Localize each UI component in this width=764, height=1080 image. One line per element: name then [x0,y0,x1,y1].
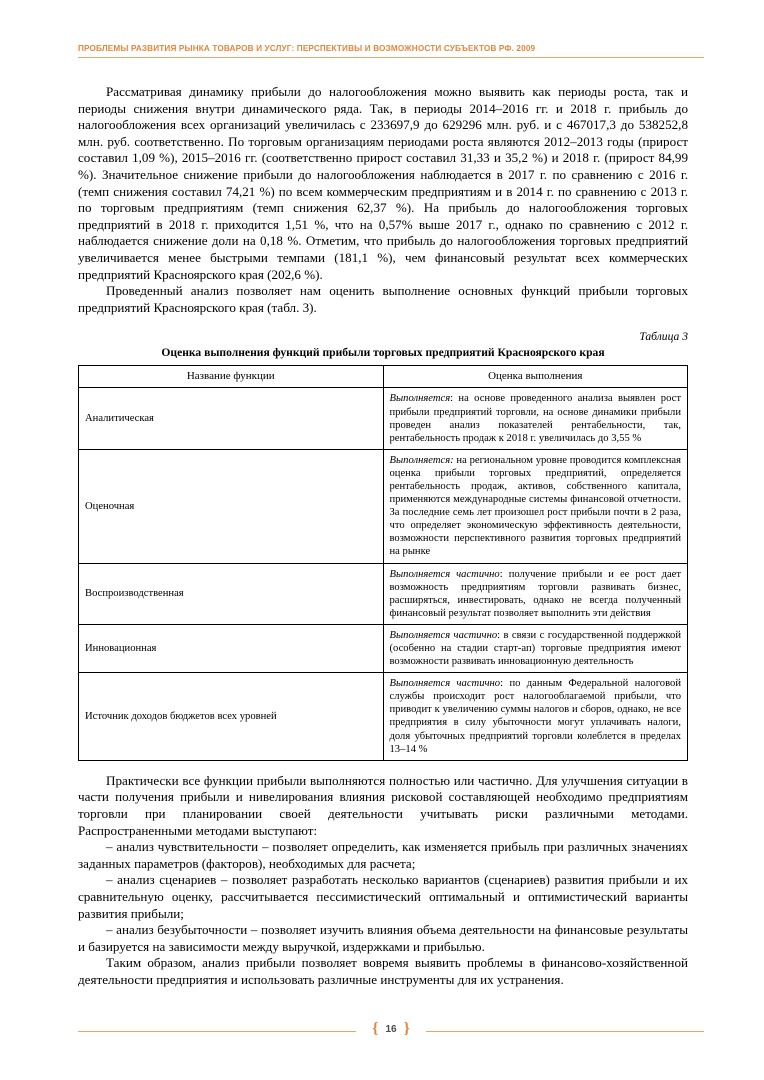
column-header-evaluation: Оценка выполнения [383,366,688,388]
evaluation-text: по данным Федеральной налоговой службы происходит рост налогооблагаемой прибыли, что приводит к увеличению суммы налогов и сборов, однако, не все предприятия в силу убыточности могут уплачивать налоги, доля убыточных предприятий торговли колеблется в пределах 13–14 % [389,678,681,755]
cell-function-name: Аналитическая [79,388,384,449]
evaluation-status: Выполняется: [389,454,454,466]
paragraph-6: – анализ безубыточности – позволяет изучить влияния объема деятельности на финансовые результаты и базируется на зависимости между выручкой, издержками и прибылью. [78,922,688,954]
paragraph-3: Практически все функции прибыли выполняются полностью или частично. Для улучшения ситуации в части получения прибыли и нивелирования влияния рисковой составляющей необходимо предприятиям торговли при планировании своей деятельности учитывать риски различными методами. Распространенными методами выступают: [78,772,688,838]
table-title: Оценка выполнения функций прибыли торговых предприятий Красноярского края [161,346,605,360]
column-header-function-name: Название функции [79,366,384,388]
table-row [79,449,688,563]
page-number: 16 [385,1023,397,1035]
cell-evaluation [383,449,688,563]
paragraph-7: Таким образом, анализ прибыли позволяет вовремя выявить проблемы в финансово-хозяйственной деятельности предприятия и использовать различные инструменты для их устранения. [78,955,688,987]
brace-left-icon: { [372,1020,379,1037]
paragraph-4: – анализ чувствительности – позволяет определить, как изменяется прибыль при различных значениях заданных параметров (факторов), необходимых для расчета; [78,839,688,871]
header-divider [78,57,704,58]
cell-function-name: Источник доходов бюджетов всех уровней [79,673,384,761]
footer-divider-right [426,1031,704,1032]
table-row [79,563,688,624]
page-header [78,44,704,58]
cell-function-name: Воспроизводственная [79,563,384,624]
evaluation-status: Выполняется частично [389,568,500,580]
table-row [79,673,688,761]
evaluation-separator: : [500,678,504,690]
page-number-container [372,1022,410,1036]
table-number: Таблица 3 [639,330,688,344]
page-content [78,84,688,988]
page-footer [78,1022,704,1042]
evaluation-status: Выполняется частично [389,629,498,641]
cell-evaluation [383,624,688,672]
evaluation-text: получение прибыли и ее рост дает возможность предприятиям торговли развивать бизнес, расширяться, инвестировать, однако не всегда полученный финансовый результат позволяет выполнить эти действия [389,568,681,619]
evaluation-status: Выполняется [389,393,451,405]
evaluation-text: в связи с государственной поддержкой (особенно на стадии старт-ап) торговые предприятия имеют возможности развивать инновационную деятельность [389,629,681,668]
cell-function-name: Инновационная [79,624,384,672]
functions-table [78,365,688,760]
evaluation-separator: : [450,393,454,405]
evaluation-status: Выполняется частично [389,678,501,690]
table-row [79,388,688,449]
running-head: ПРОБЛЕМЫ РАЗВИТИЯ РЫНКА ТОВАРОВ И УСЛУГ: ПЕРСПЕКТИВЫ И ВОЗМОЖНОСТИ СУБЪЕКТОВ РФ. 2009 [78,44,536,53]
cell-evaluation [383,673,688,761]
paragraph-1: Рассматривая динамику прибыли до налогообложения можно выявить как периоды роста, так и периоды снижения внутри динамического ряда. Так, в периоды 2014–2016 гг. и 2018 г. прибыль до налогообложения всех организаций увеличилась с 233697,9 до 629296 млн. руб. и с 467017,3 до 538252,8 млн. руб. соответственно. По торговым организациям периодами роста являются 2012–2013 годы (прирост составил 1,09 %), 2015–2016 гг. (соответственно прирост составил 31,33 и 35,2 %) и 2018 г. (прирост 84,99 %). Значительное снижение прибыли до налогообложения наблюдается в 2017 г. по сравнению с 2016 г. (темп снижения составил 74,21 %) по всем коммерческим предприятиям и в 2014 г. по сравнению с 2013 г. по торговым предприятиям (темп снижения 62,37 %). На прибыль до налогообложения торговых предприятий в 2018 г. приходится 1,51 %, что на 0,57% выше 2017 г., однако по сравнению с 2012 г. наблюдается снижение доли на 0,18 %. Отметим, что прибыль до налогообложения торговых предприятий увеличивается менее быстрыми темпами (181,1 %), чем финансовый результат всех коммерческих предприятий Красноярского края (202,6 %). [78,84,688,282]
table-row [79,624,688,672]
paragraph-2: Проведенный анализ позволяет нам оценить выполнение основных функций прибыли торговых предприятий Красноярского края (табл. 3). [78,283,688,315]
cell-evaluation [383,388,688,449]
footer-divider-left [78,1031,356,1032]
evaluation-text: на основе проведенного анализа выявлен рост прибыли предприятий торговли, на основе динамики прибыли проведен анализ показателей рентабельности, так, рентабельность продаж к 2018 г. увеличилась до 3,55 % [389,393,681,444]
table-header-row [79,366,688,388]
spacer [78,761,688,773]
evaluation-text: на региональном уровне проводится комплексная оценка прибыли торговых предприятий, определяется рентабельность продаж, активов, собственного капитала, применяются международные системы финансовой отчетности. За последние семь лет произошел рост прибыли почти в 2 раза, что определяет экономическую эффективность деятельности, возможности перспективного развития торговых предприятий на рынке [389,454,681,558]
cell-function-name: Оценочная [79,449,384,563]
brace-right-icon: } [403,1020,410,1037]
evaluation-separator: : [497,629,501,641]
paragraph-5: – анализ сценариев – позволяет разработать несколько вариантов (сценариев) развития прибыли и их сравнительную оценку, рассчитывается пессимистический оптимальный и оптимистический варианты развития прибыли; [78,872,688,921]
cell-evaluation [383,563,688,624]
evaluation-separator: : [499,568,503,580]
